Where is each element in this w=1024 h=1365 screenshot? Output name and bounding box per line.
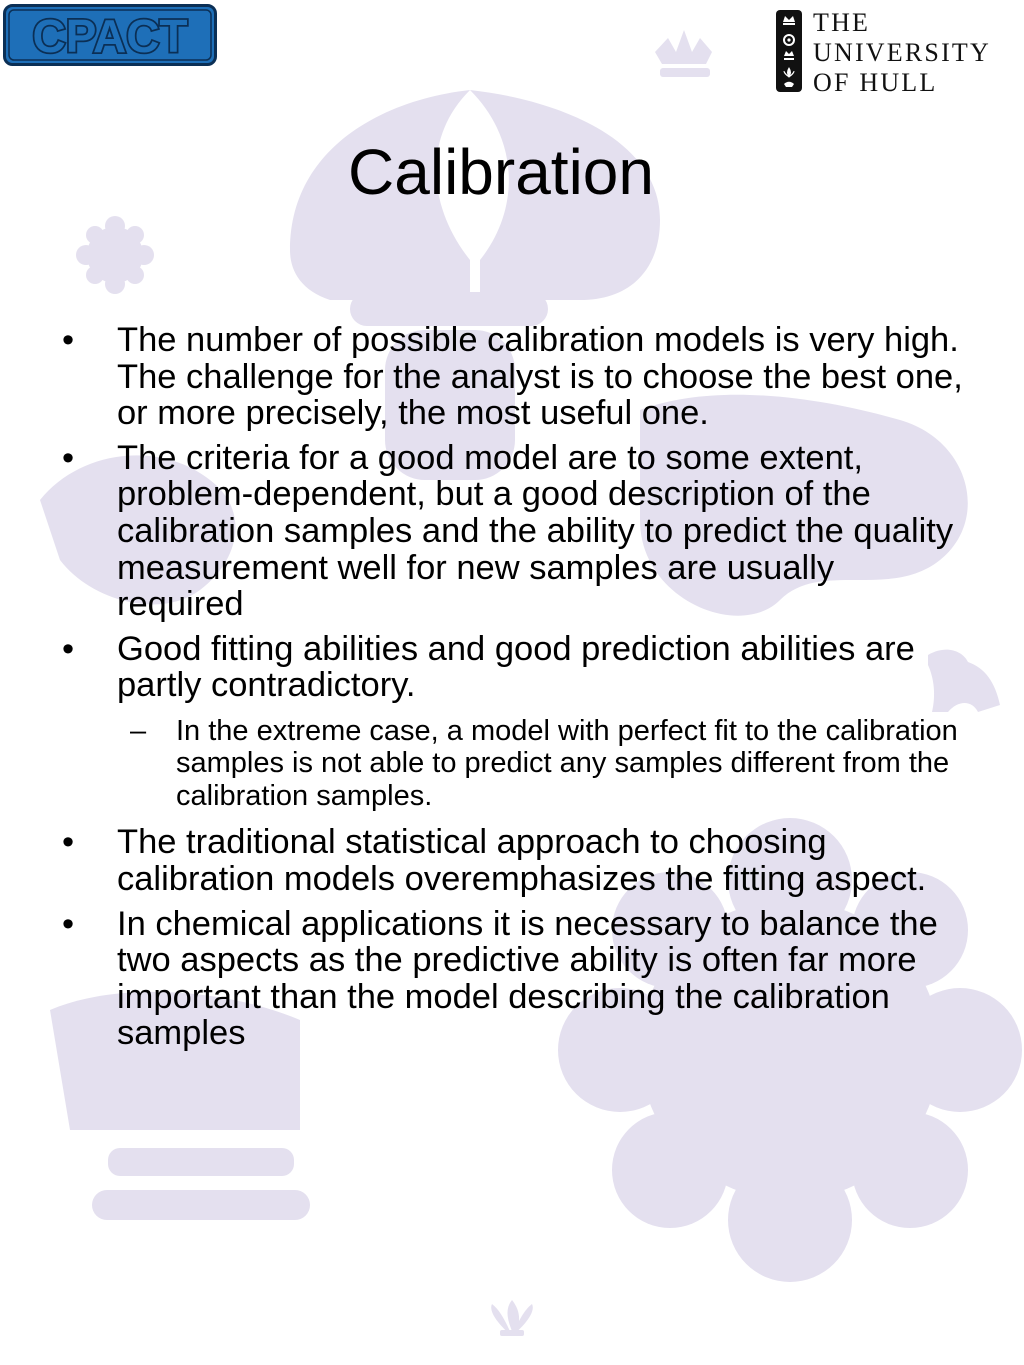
bullet-marker: • bbox=[62, 904, 75, 943]
university-crest-icon bbox=[776, 10, 802, 92]
bullet-item bbox=[60, 322, 970, 432]
crown-icon bbox=[655, 30, 712, 77]
bullet-item bbox=[60, 906, 970, 1052]
bullet-text: Good fitting abilities and good prediction abilities are partly contradictory. bbox=[117, 629, 915, 705]
bullet-marker: • bbox=[62, 629, 75, 668]
sub-bullet-marker: – bbox=[130, 714, 147, 747]
university-logo bbox=[776, 8, 1016, 96]
bullet-marker: • bbox=[62, 321, 75, 359]
bullet-item bbox=[60, 440, 970, 623]
bullet-text: The number of possible calibration models is very high. The challenge for the analyst is to choose the best one, or more precisely, the most useful one. bbox=[117, 321, 963, 433]
bullet-item bbox=[60, 631, 970, 704]
bullet-text: The criteria for a good model are to some extent, problem-dependent, but a good description of the calibration samples and the ability to predict the quality measurement well for new samples are usually required bbox=[117, 438, 954, 624]
slide-title: Calibration bbox=[348, 136, 654, 208]
slide-content bbox=[60, 322, 970, 1060]
bullet-marker: • bbox=[62, 823, 75, 862]
university-logo-line: UNIVERSITY bbox=[813, 38, 991, 67]
bullet-text: In chemical applications it is necessary to balance the two aspects as the predictive ability is often far more important than the model describing the calibration samples bbox=[117, 904, 938, 1053]
university-logo-line: THE bbox=[813, 8, 871, 37]
sub-bullet-text: In the extreme case, a model with perfect fit to the calibration samples is not able to predict any samples different from the calibration samples. bbox=[176, 714, 958, 812]
cpact-logo-text: CPACT bbox=[32, 10, 188, 62]
bullet-item bbox=[60, 824, 970, 897]
sub-bullet-item bbox=[60, 715, 970, 813]
rose-icon bbox=[76, 216, 154, 294]
university-logo-line: OF HULL bbox=[813, 68, 938, 97]
fleur-de-lis-icon bbox=[491, 1300, 533, 1336]
bullet-marker: • bbox=[62, 438, 75, 477]
bullet-text: The traditional statistical approach to choosing calibration models overemphasizes the fitting aspect. bbox=[117, 823, 927, 899]
cpact-logo bbox=[3, 4, 217, 66]
